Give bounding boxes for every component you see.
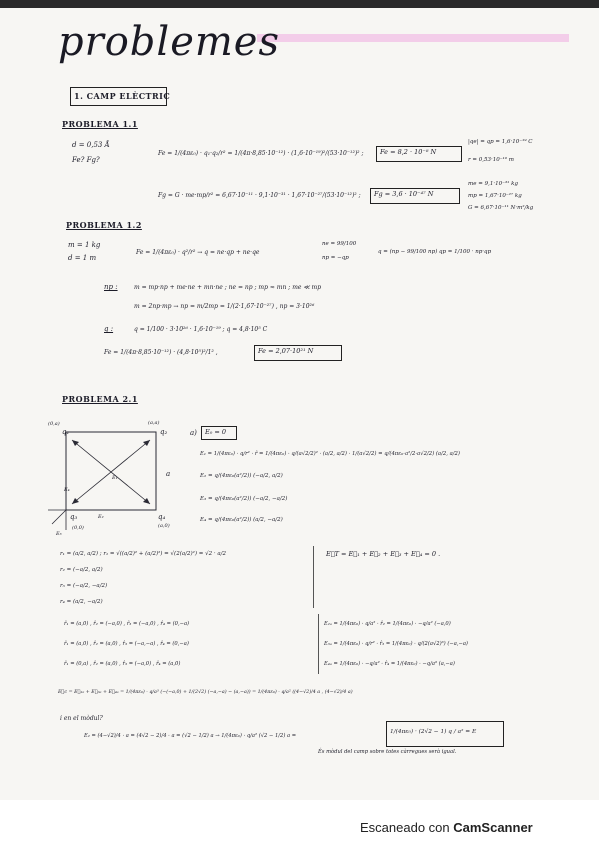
watermark-brand: CamScanner (453, 820, 533, 835)
diag-label-00: (0,0) (72, 525, 84, 531)
p11-fg-note-2: mp = 1,67·10⁻²⁷ kg (468, 193, 522, 199)
p21-part-a-text: E₀ = 0 (205, 428, 227, 436)
p11-fe-formula: Fe = 1/(4πε₀) · q₁·q₂/r² = 1/(4π·8,85·10⁻¹²) · (1,6·10⁻¹⁹)²/(53·10⁻¹²)² ; (158, 150, 364, 157)
p21-modul-result: 1/(4πε₀) · (2√2 − 1) q / a² = E (390, 729, 477, 735)
p11-fe-result: Fe = 8,2 · 10⁻⁸ N (380, 148, 437, 156)
watermark-prefix: Escaneado con (360, 820, 450, 835)
diag-label-a0: (a,0) (158, 523, 170, 529)
diag-label-e1: E₁ (112, 475, 118, 481)
p21-vec-right-1: E₂ₐ = 1/(4πε₀) · q/a² · r̂₂ = 1/(4πε₀) · −q/a² (−a,0) (324, 621, 451, 627)
p12-given-d: d = 1 m (68, 254, 97, 262)
diag-label-q2: q₂ (160, 428, 168, 436)
p12-line5-result: Fe = 2,07·10²¹ N (258, 347, 314, 355)
p21-modul-label: i en el mòdul? (60, 715, 103, 722)
p12-line1-tail: q = (np − 99/100 np) qp = 1/100 · np·qp (378, 249, 492, 255)
p21-vec-right-2: E₃ₐ = 1/(4πε₀) · q/r² · r̂₃ = 1/(4πε₀) · q/(2(a√2)³) (−a,−a) (324, 641, 468, 647)
p12-line1: Fe = 1/(4πε₀) · q²/r² → q = ne·qp + ne·qe (136, 249, 260, 256)
problem-11-heading: PROBLEMA 1.1 (62, 119, 138, 129)
diag-label-q1: q₁ (62, 428, 70, 436)
diag-label-q3: q₃ (70, 513, 78, 521)
p12-given-m: m = 1 kg (68, 241, 101, 249)
title-highlight (257, 34, 569, 42)
p12-case-1: ne = 99/100 (322, 241, 357, 247)
diag-label-e3: E₃ (56, 531, 62, 537)
p21-r-line-4: r₄ = (a/2, −a/2) (60, 599, 103, 605)
p12-line5: Fe = 1/(4π·8,85·10⁻¹²) · (4,8·10⁵)²/1² , (104, 349, 218, 356)
p12-line2: m = mp·np + me·ne + mn·ne ; ne = np ; mp ≈ mn ; me ≪ mp (134, 284, 322, 291)
p11-fg-result: Fg = 3,6 · 10⁻⁴⁷ N (374, 190, 434, 198)
p21-part-a: a) (190, 429, 197, 437)
diag-label-0a: (0,a) (48, 421, 60, 427)
p11-given-question: Fe? Fg? (72, 156, 100, 164)
diag-label-side: a (166, 470, 171, 478)
diag-label-e4: E₄ (64, 487, 70, 493)
problem-12-heading: PROBLEMA 1.2 (66, 220, 142, 230)
page-title: problemes (58, 19, 281, 65)
p21-vec-line-2: r̂₁ = (a,0) , r̂₂ = (a,0) , r̂₃ = (−a,−a) , r̂₄ = (0,−a) (64, 641, 189, 647)
section-title: 1. CAMP ELÈCTRIC (74, 91, 171, 101)
p12-line4: q = 1/100 · 3·10²⁶ · 1,6·10⁻¹⁹ ; q = 4,8·10⁵ C (134, 326, 268, 333)
p11-fe-note-2: r = 0,53·10⁻¹⁰ m (468, 157, 515, 163)
p11-fg-formula: Fg = G · me·mp/r² = 6,67·10⁻¹¹ · 9,1·10⁻³¹ · 1,67·10⁻²⁷/(53·10⁻¹²)² ; (158, 192, 361, 199)
notebook-paper (0, 8, 599, 800)
p21-sum-line: E⃗T = E⃗₁ + E⃗₂ + E⃗₃ + E⃗₄ = 0 . (326, 550, 441, 558)
p21-e1: E₁ = 1/(4πε₀) · q/r² · r̂ = 1/(4πε₀) · q/(a√2/2)² · (a/2, a/2) · 1/(a√2/2) = q/(4πε₀·a²/2·a√2/2) (a/2, a/2) (200, 451, 460, 457)
scan-top-edge (0, 0, 599, 8)
scanner-watermark (360, 820, 533, 835)
p12-line3: m = 2np·mp → np = m/2mp = 1/(2·1,67·10⁻²⁷) , np = 3·10²⁶ (134, 303, 315, 310)
p21-e2: E₂ = q/(4πε₀(a²/2)) (−a/2, a/2) (200, 473, 283, 479)
column-divider-2 (318, 614, 319, 674)
column-divider-1 (313, 546, 314, 608)
p11-fg-note-1: me = 9,1·10⁻³¹ kg (468, 181, 518, 187)
p21-e4: E₄ = q/(4πε₀(a²/2)) (a/2, −a/2) (200, 517, 283, 523)
p21-vec-line-1: r̂₁ = (a,0) , r̂₂ = (−a,0) , r̂₃ = (−a,0) , r̂₄ = (0,−a) (64, 621, 190, 627)
diag-label-q4: q₄ (158, 513, 166, 521)
p11-given-d: d = 0,53 Å (72, 141, 110, 149)
p21-modul-note: És mòdul del camp sobre totes càrregues serà igual. (318, 749, 457, 755)
p12-q-label: q : (104, 325, 114, 333)
p12-np-label: np : (104, 283, 118, 291)
p21-total-line: E⃗c = E⃗₂ₐ + E⃗₃ₐ + E⃗₄ₐ = 1/(4πε₀) · q/a³ (−(−a,0) + 1/(2√2) (−a,−a) − (a,−a)) = 1/(4πε₀) · q/a² ((4−√2)/4 a , (4−√2)/4 a) (58, 690, 353, 695)
problem-21-heading: PROBLEMA 2.1 (62, 394, 138, 404)
p12-case-2: np = −qp (322, 255, 349, 261)
p11-fe-note-1: |qe| = qp = 1,6·10⁻¹⁹ C (468, 139, 533, 145)
diag-label-e2: E₂ (98, 514, 104, 520)
p21-r-line-2: r₂ = (−a/2, a/2) (60, 567, 103, 573)
diag-label-aa: (a,a) (148, 420, 160, 426)
p21-modul-line: E₂ = (4−√2)/4 · a = (4√2 − 2)/4 · a = (√2 − 1/2) a → 1/(4πε₀) · q/a² (√2 − 1/2) a = (84, 733, 297, 739)
p21-r-line-1: r₁ = (a/2, a/2) ; r₁ = √((a/2)² + (a/2)²) = √(2(a/2)²) = √2 · a/2 (60, 551, 226, 557)
p21-r-line-3: r₃ = (−a/2, −a/2) (60, 583, 108, 589)
p21-e3: E₃ = q/(4πε₀(a²/2)) (−a/2, −a/2) (200, 496, 288, 502)
p21-vec-line-3: r̂₁ = (0,a) , r̂₂ = (a,0) , r̂₃ = (−a,0) , r̂₄ = (a,0) (64, 661, 181, 667)
p21-vec-right-3: E₄ₐ = 1/(4πε₀) · −q/a² · r̂₄ = 1/(4πε₀) · −q/a³ (a,−a) (324, 661, 455, 667)
p11-fg-note-3: G = 6,67·10⁻¹¹ N·m²/kg (468, 205, 534, 211)
